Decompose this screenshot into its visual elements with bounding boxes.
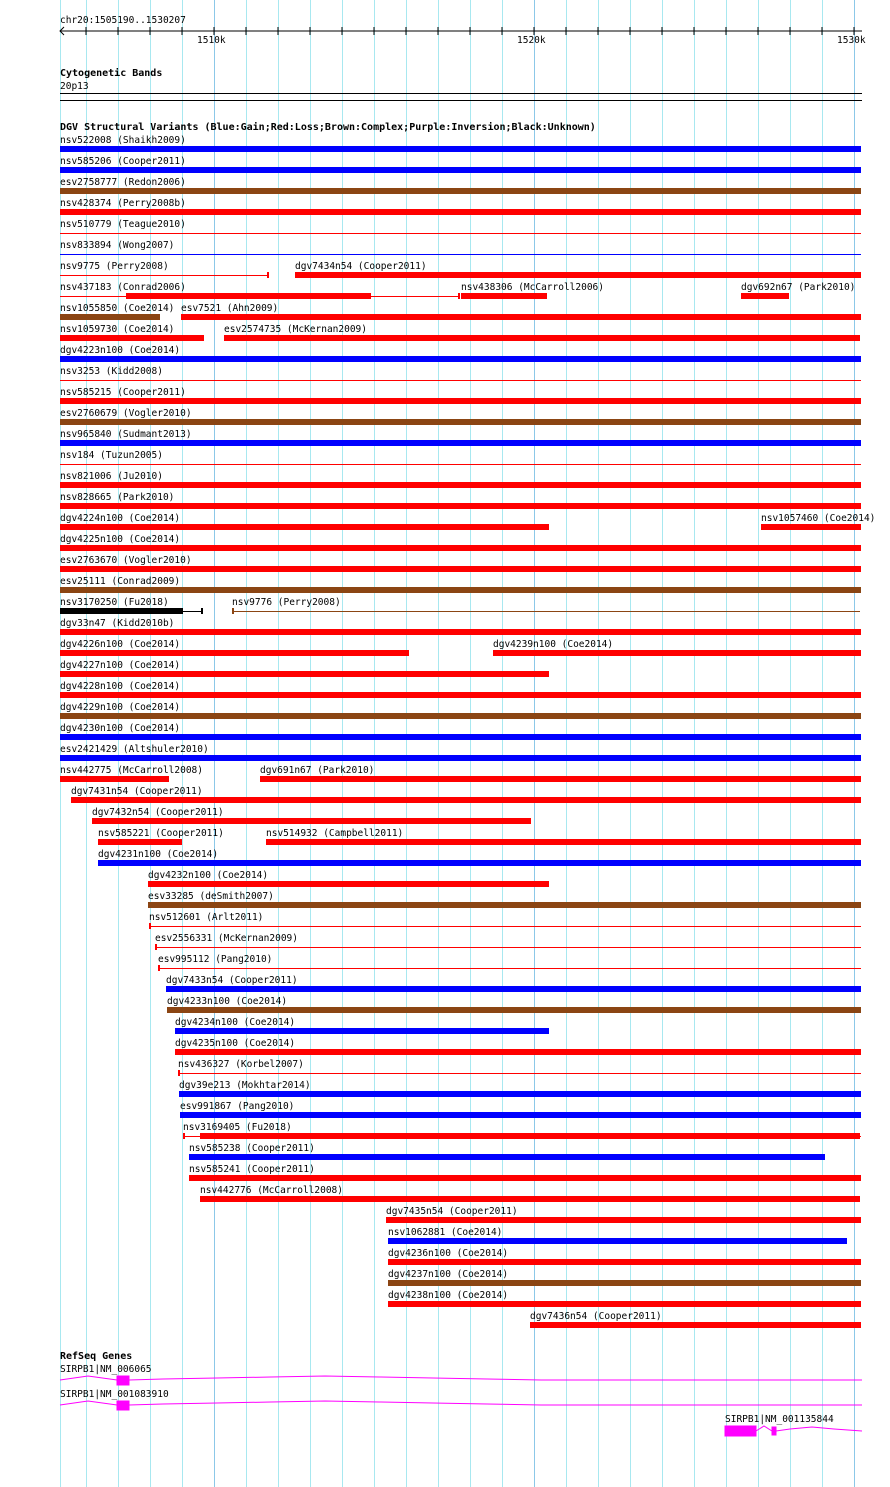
gene-nm-001135844[interactable]: [725, 1426, 862, 1436]
variant-gain-bar[interactable]: [60, 356, 861, 362]
gene-label[interactable]: SIRPB1|NM_001135844: [725, 1414, 834, 1425]
variant-label[interactable]: nsv9775 (Perry2008): [60, 261, 169, 272]
variant-label[interactable]: dgv4223n100 (Coe2014): [60, 345, 181, 356]
variant-label[interactable]: dgv4228n100 (Coe2014): [60, 681, 181, 692]
refseq-track-title: RefSeq Genes: [60, 1351, 133, 1362]
variant-label[interactable]: dgv7435n54 (Cooper2011): [386, 1206, 518, 1217]
variant-label[interactable]: dgv4225n100 (Coe2014): [60, 534, 181, 545]
variant-label[interactable]: nsv3253 (Kidd2008): [60, 366, 163, 377]
variant-label[interactable]: dgv7431n54 (Cooper2011): [71, 786, 203, 797]
variant-complex-bar[interactable]: [167, 1007, 861, 1013]
variant-loss-bar[interactable]: [189, 1175, 861, 1181]
variant-gain-bar[interactable]: [180, 1112, 861, 1118]
variant-label[interactable]: dgv7434n54 (Cooper2011): [295, 261, 427, 272]
variant-complex-bar[interactable]: [148, 902, 861, 908]
variant-loss-bar[interactable]: [530, 1322, 861, 1328]
variant-end-tick: [201, 608, 203, 614]
variant-loss-bar[interactable]: [60, 482, 861, 488]
variant-label[interactable]: nsv828665 (Park2010): [60, 492, 175, 503]
variant-gain-bar[interactable]: [179, 1091, 861, 1097]
variant-label[interactable]: nsv585206 (Cooper2011): [60, 156, 186, 167]
variant-loss-bar[interactable]: [200, 1133, 860, 1139]
grid-line: [214, 0, 215, 1487]
refseq-genes: [0, 1370, 890, 1440]
variant-gain-bar[interactable]: [60, 440, 861, 446]
variant-label[interactable]: esv995112 (Pang2010): [158, 954, 273, 965]
variant-gain-bar[interactable]: [60, 755, 861, 761]
variant-label[interactable]: dgv4226n100 (Coe2014): [60, 639, 181, 650]
variant-label[interactable]: nsv1057460 (Coe2014): [761, 513, 876, 524]
variant-loss-bar[interactable]: [60, 209, 861, 215]
gene-label[interactable]: SIRPB1|NM_006065: [60, 1364, 152, 1375]
variant-label[interactable]: nsv510779 (Teague2010): [60, 219, 186, 230]
gene-nm-001083910[interactable]: [60, 1401, 862, 1410]
variant-label[interactable]: dgv4235n100 (Coe2014): [175, 1038, 296, 1049]
variant-label[interactable]: esv2760679 (Vogler2010): [60, 408, 192, 419]
variant-loss-bar[interactable]: [761, 524, 861, 530]
variant-label[interactable]: dgv4224n100 (Coe2014): [60, 513, 181, 524]
grid-line: [374, 0, 375, 1487]
variant-label[interactable]: nsv1055850 (Coe2014): [60, 303, 175, 314]
variant-loss-bar[interactable]: [60, 398, 861, 404]
variant-label[interactable]: dgv4234n100 (Coe2014): [175, 1017, 296, 1028]
variant-label[interactable]: nsv1059730 (Coe2014): [60, 324, 175, 335]
variant-loss-bar[interactable]: [181, 314, 861, 320]
variant-loss-bar[interactable]: [461, 293, 547, 299]
variant-gain-bar[interactable]: [60, 167, 861, 173]
grid-line: [278, 0, 279, 1487]
variant-label[interactable]: dgv39e213 (Mokhtar2014): [179, 1080, 311, 1091]
variant-label[interactable]: nsv821006 (Ju2010): [60, 471, 163, 482]
gene-nm-006065[interactable]: [60, 1376, 862, 1385]
variant-start-tick: [158, 965, 160, 971]
variant-gain-bar[interactable]: [60, 146, 861, 152]
variant-label[interactable]: dgv691n67 (Park2010): [260, 765, 375, 776]
variant-label[interactable]: nsv442775 (McCarroll2008): [60, 765, 203, 776]
grid-line: [246, 0, 247, 1487]
variant-label[interactable]: nsv3169405 (Fu2018): [183, 1122, 292, 1133]
variant-label[interactable]: nsv585221 (Cooper2011): [98, 828, 224, 839]
variant-gain-line[interactable]: [60, 254, 861, 255]
variant-loss-bar[interactable]: [260, 776, 861, 782]
position-label: chr20:1505190..1530207: [60, 15, 186, 26]
variant-loss-bar[interactable]: [224, 335, 860, 341]
variant-gain-bar[interactable]: [189, 1154, 825, 1160]
variant-complex-bar[interactable]: [388, 1280, 861, 1286]
variant-label[interactable]: esv2421429 (Altshuler2010): [60, 744, 209, 755]
variant-complex-bar[interactable]: [60, 188, 861, 194]
variant-label[interactable]: esv2574735 (McKernan2009): [224, 324, 367, 335]
cytoband-20p13[interactable]: [60, 93, 862, 101]
variant-complex-bar[interactable]: [60, 419, 861, 425]
variant-loss-bar[interactable]: [200, 1196, 860, 1202]
variant-label[interactable]: nsv436327 (Korbel2007): [178, 1059, 304, 1070]
variant-loss-bar[interactable]: [60, 335, 204, 341]
variant-label[interactable]: nsv442776 (McCarroll2008): [200, 1185, 343, 1196]
variant-loss-bar[interactable]: [295, 272, 861, 278]
variant-label[interactable]: esv7521 (Ahn2009): [181, 303, 279, 314]
variant-label[interactable]: dgv4233n100 (Coe2014): [167, 996, 288, 1007]
variant-loss-bar[interactable]: [92, 818, 531, 824]
variant-loss-line[interactable]: [60, 464, 861, 465]
variant-loss-bar[interactable]: [493, 650, 861, 656]
variant-start-tick: [155, 944, 157, 950]
variant-label[interactable]: nsv3170250 (Fu2018): [60, 597, 169, 608]
variant-label[interactable]: nsv585238 (Cooper2011): [189, 1143, 315, 1154]
cytoband-label: 20p13: [60, 81, 89, 92]
dgv-track-title: DGV Structural Variants (Blue:Gain;Red:Loss;Brown:Complex;Purple:Inversion;Black:Unknown): [60, 122, 596, 133]
variant-loss-bar[interactable]: [60, 524, 549, 530]
variant-loss-line[interactable]: [60, 380, 861, 381]
variant-gain-bar[interactable]: [98, 860, 861, 866]
ruler-tick-label: 1520k: [517, 35, 546, 46]
exon: [117, 1401, 129, 1410]
exon: [117, 1376, 129, 1385]
variant-label[interactable]: dgv33n47 (Kidd2010b): [60, 618, 175, 629]
variant-label[interactable]: esv2763670 (Vogler2010): [60, 555, 192, 566]
variant-gain-bar[interactable]: [175, 1028, 549, 1034]
variant-label[interactable]: nsv512601 (Arlt2011): [149, 912, 264, 923]
variant-start-tick: [178, 1070, 180, 1076]
exon: [772, 1427, 776, 1435]
variant-label[interactable]: esv991867 (Pang2010): [180, 1101, 295, 1112]
variant-label[interactable]: dgv4236n100 (Coe2014): [388, 1248, 509, 1259]
variant-label[interactable]: nsv514932 (Campbell2011): [266, 828, 404, 839]
variant-label[interactable]: nsv184 (Tuzun2005): [60, 450, 163, 461]
variant-label[interactable]: dgv4238n100 (Coe2014): [388, 1290, 509, 1301]
variant-label[interactable]: nsv9776 (Perry2008): [232, 597, 341, 608]
ruler-tick-label: 1510k: [197, 35, 226, 46]
variant-gain-bar[interactable]: [388, 1238, 847, 1244]
variant-loss-bar[interactable]: [98, 839, 182, 845]
variant-loss-bar[interactable]: [175, 1049, 861, 1055]
variant-loss-bar[interactable]: [386, 1217, 861, 1223]
variant-label[interactable]: nsv438306 (McCarroll2006): [461, 282, 604, 293]
variant-loss-bar[interactable]: [60, 692, 861, 698]
variant-label[interactable]: dgv692n67 (Park2010): [741, 282, 856, 293]
variant-loss-bar[interactable]: [60, 566, 861, 572]
variant-label[interactable]: nsv1062881 (Coe2014): [388, 1227, 503, 1238]
variant-start-tick: [183, 1133, 185, 1139]
grid-line: [310, 0, 311, 1487]
variant-complex-line[interactable]: [232, 611, 860, 612]
variant-loss-line[interactable]: [60, 233, 861, 234]
variant-complex-bar[interactable]: [60, 587, 861, 593]
variant-gain-bar[interactable]: [166, 986, 861, 992]
variant-loss-bar[interactable]: [60, 776, 169, 782]
variant-loss-line[interactable]: [155, 947, 861, 948]
variant-complex-bar[interactable]: [60, 713, 861, 719]
variant-label[interactable]: dgv4227n100 (Coe2014): [60, 660, 181, 671]
variant-label[interactable]: dgv4237n100 (Coe2014): [388, 1269, 509, 1280]
variant-loss-bar[interactable]: [71, 797, 861, 803]
variant-complex-bar[interactable]: [60, 314, 160, 320]
variant-loss-line[interactable]: [149, 926, 861, 927]
variant-loss-bar[interactable]: [388, 1259, 861, 1265]
variant-end-tick: [267, 272, 269, 278]
variant-label[interactable]: dgv7433n54 (Cooper2011): [166, 975, 298, 986]
variant-label[interactable]: dgv4239n100 (Coe2014): [493, 639, 614, 650]
gene-label[interactable]: SIRPB1|NM_001083910: [60, 1389, 169, 1400]
variant-label[interactable]: nsv585215 (Cooper2011): [60, 387, 186, 398]
variant-loss-bar[interactable]: [148, 881, 549, 887]
variant-loss-bar[interactable]: [60, 671, 549, 677]
ruler-tick-label: 1530k: [837, 35, 866, 46]
exon: [725, 1426, 756, 1436]
variant-loss-line[interactable]: [60, 275, 268, 276]
variant-label[interactable]: esv33285 (deSmith2007): [148, 891, 274, 902]
variant-loss-bar[interactable]: [60, 503, 861, 509]
variant-loss-bar[interactable]: [60, 650, 409, 656]
variant-label[interactable]: dgv7436n54 (Cooper2011): [530, 1311, 662, 1322]
variant-start-tick: [149, 923, 151, 929]
variant-loss-bar[interactable]: [60, 629, 861, 635]
variant-unknown-bar[interactable]: [60, 608, 183, 614]
variant-loss-bar[interactable]: [388, 1301, 861, 1307]
variant-label[interactable]: nsv965840 (Sudmant2013): [60, 429, 192, 440]
variant-start-tick: [232, 608, 234, 614]
variant-loss-bar[interactable]: [126, 293, 371, 299]
variant-label[interactable]: esv25111 (Conrad2009): [60, 576, 181, 587]
cytobands-title: Cytogenetic Bands: [60, 68, 163, 79]
variant-loss-bar[interactable]: [741, 293, 789, 299]
variant-end-tick: [458, 293, 460, 299]
variant-label[interactable]: nsv585241 (Cooper2011): [189, 1164, 315, 1175]
variant-label[interactable]: dgv7432n54 (Cooper2011): [92, 807, 224, 818]
variant-gain-bar[interactable]: [60, 734, 861, 740]
grid-line: [342, 0, 343, 1487]
variant-loss-bar[interactable]: [266, 839, 861, 845]
variant-label[interactable]: dgv4232n100 (Coe2014): [148, 870, 269, 881]
variant-label[interactable]: dgv4230n100 (Coe2014): [60, 723, 181, 734]
variant-label[interactable]: esv2758777 (Redon2006): [60, 177, 186, 188]
variant-label[interactable]: nsv522008 (Shaikh2009): [60, 135, 186, 146]
variant-label[interactable]: nsv437183 (Conrad2006): [60, 282, 186, 293]
variant-loss-line[interactable]: [158, 968, 861, 969]
variant-loss-line[interactable]: [178, 1073, 861, 1074]
variant-label[interactable]: dgv4229n100 (Coe2014): [60, 702, 181, 713]
variant-label[interactable]: nsv428374 (Perry2008b): [60, 198, 186, 209]
variant-label[interactable]: dgv4231n100 (Coe2014): [98, 849, 219, 860]
variant-label[interactable]: esv2556331 (McKernan2009): [155, 933, 298, 944]
ruler[interactable]: [0, 24, 890, 48]
variant-label[interactable]: nsv833894 (Wong2007): [60, 240, 175, 251]
variant-loss-bar[interactable]: [60, 545, 861, 551]
